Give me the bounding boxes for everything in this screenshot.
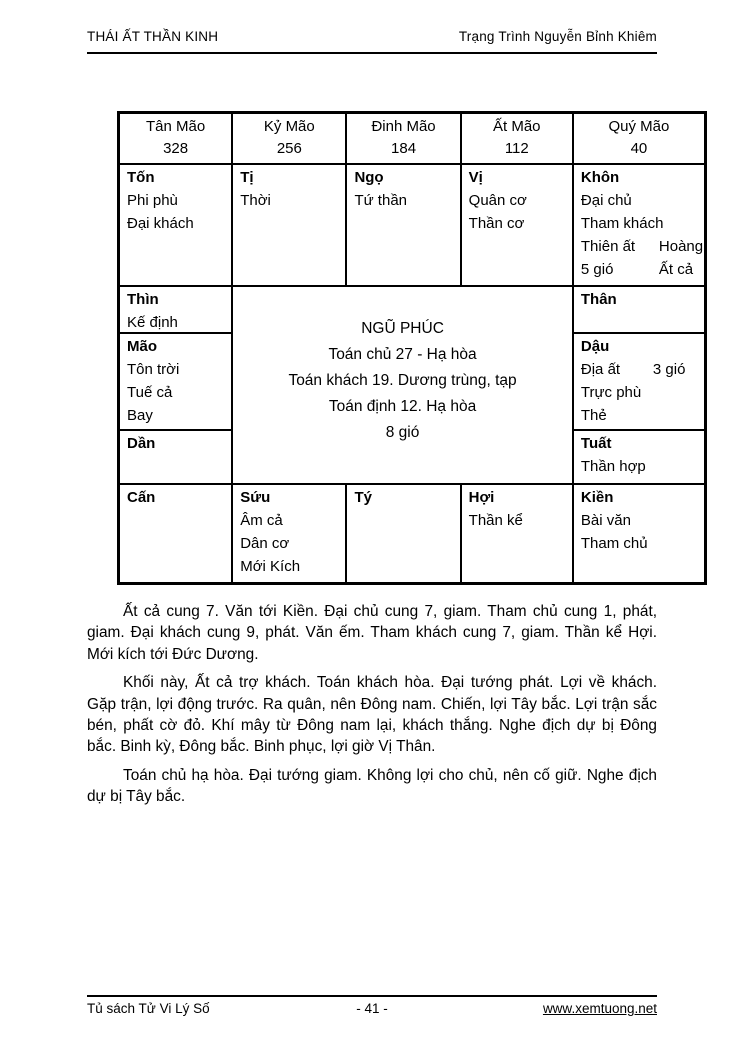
year-number: 40 xyxy=(630,140,648,157)
footer-website-link[interactable]: www.xemtuong.net xyxy=(542,1001,657,1016)
palace-label: Tý xyxy=(354,488,372,506)
palace-label: Cấn xyxy=(127,488,156,506)
palace-label: Tốn xyxy=(127,168,155,186)
year-number: 256 xyxy=(276,140,302,157)
palace-line: Tham khách xyxy=(580,214,664,232)
body-text xyxy=(87,601,657,815)
palace-line: Âm cả xyxy=(240,511,283,529)
palace-cell-ty xyxy=(346,484,460,583)
year-name: Đinh Mão xyxy=(371,118,436,135)
palace-line: Phi phù xyxy=(127,191,178,209)
palace-label: Hợi xyxy=(468,488,495,506)
year-cell xyxy=(346,113,460,164)
page-header xyxy=(87,29,657,54)
year-name: Kỷ Mão xyxy=(263,118,315,135)
palace-line: Thần cơ xyxy=(468,214,525,232)
year-number: 184 xyxy=(391,140,417,157)
palace-line: Đại chủ xyxy=(580,191,632,209)
year-cell xyxy=(461,113,573,164)
palace-cell-ngo xyxy=(346,164,460,286)
footer-series-title: Tủ sách Tử Vi Lý Số xyxy=(87,1001,210,1016)
center-line: Toán khách 19. Dương trùng, tạp xyxy=(288,371,517,389)
paragraph: Khối này, Ất cả trợ khách. Toán khách hòa. Đại tướng phát. Lợi về khách. Gặp trận, lợi động trước. Ra quân, nên Đông nam. Chiến, lợi Tây bắc. Lợi trận sắc bén, phất cờ đỏ. Khí mây từ Đông nam lại, khách thắng. Nghe địch dự bị Đông bắc. Binh kỳ, Đông bắc. Binh phục, lợi giờ Vị Thân. xyxy=(87,674,657,756)
palace-line: Tứ thần xyxy=(354,191,408,209)
palace-cell-kien xyxy=(573,484,705,583)
year-name: Quý Mão xyxy=(608,118,670,135)
palace-label: Khôn xyxy=(580,168,620,186)
palace-cell-thin xyxy=(119,286,232,334)
palace-line: Tôn trời xyxy=(127,361,180,379)
palace-cell-khon xyxy=(573,164,705,286)
palace-line: Thiên ất Hoàng xyxy=(580,237,704,255)
center-title: NGŨ PHÚC xyxy=(361,319,444,337)
palace-line: Tham chủ xyxy=(580,534,648,552)
palace-line: Quân cơ xyxy=(468,191,527,209)
year-cell xyxy=(119,113,232,164)
palace-label: Vị xyxy=(468,168,483,186)
palace-cell-than xyxy=(573,286,705,334)
palace-cell-dan xyxy=(119,430,232,484)
year-number: 328 xyxy=(163,140,189,157)
palace-line: Kế định xyxy=(127,313,178,331)
palace-label: Tuất xyxy=(580,435,612,453)
palace-line: Thần kể xyxy=(468,511,523,529)
palace-line: Thời xyxy=(240,191,271,209)
year-cell xyxy=(573,113,705,164)
palace-line: Trực phù xyxy=(580,384,642,402)
palace-cell-suu xyxy=(232,484,346,583)
author-name: Trạng Trình Nguyễn Bỉnh Khiêm xyxy=(458,29,657,44)
palace-label: Ngọ xyxy=(354,168,384,186)
year-number: 112 xyxy=(504,140,529,157)
center-line: 8 gió xyxy=(385,423,420,441)
palace-label: Thìn xyxy=(127,290,159,308)
palace-line: Bay xyxy=(127,407,153,425)
year-name: Tân Mão xyxy=(146,118,206,135)
palace-label: Mão xyxy=(127,338,157,356)
center-line: Toán chủ 27 - Hạ hòa xyxy=(328,345,477,363)
palace-label: Dần xyxy=(127,435,156,453)
center-line: Toán định 12. Hạ hòa xyxy=(328,397,477,415)
palace-label: Sứu xyxy=(240,488,271,506)
palace-cell-hoi xyxy=(461,484,573,583)
palace-cell-tuat xyxy=(573,430,705,484)
palace-label: Kiền xyxy=(580,488,614,506)
palace-line: Bài văn xyxy=(580,511,631,529)
palace-label: Dậu xyxy=(580,338,610,356)
palace-line: 5 gió Ất cả xyxy=(580,260,694,278)
palace-line: Dân cơ xyxy=(240,534,290,552)
palace-line: Thần hợp xyxy=(580,458,646,476)
center-panel-ngu-phuc xyxy=(232,286,573,484)
palace-cell-dau xyxy=(573,333,705,430)
palace-line: Thẻ xyxy=(580,407,607,425)
paragraph: Ất cả cung 7. Văn tới Kiền. Đại chủ cung 7, giam. Tham chủ cung 1, phát, giam. Đại khách cung 9, phát. Văn ếm. Tham khách cung 7, giam. Thần kể Hợi. Mới kích tới Đức Dương. xyxy=(87,603,657,663)
paragraph: Toán chủ hạ hòa. Đại tướng giam. Không lợi cho chủ, nên cố giữ. Nghe địch dự bị Tây bắc. xyxy=(87,766,657,806)
palace-line: Tuế cả xyxy=(127,384,173,402)
palace-cell-can xyxy=(119,484,232,583)
palace-label: Thân xyxy=(580,290,617,308)
thai-at-chart-table xyxy=(117,111,707,585)
palace-cell-mao xyxy=(119,333,232,430)
palace-cell-vi xyxy=(461,164,573,286)
palace-line: Địa ất 3 gió xyxy=(580,361,686,379)
palace-label: Tị xyxy=(240,168,254,186)
palace-cell-ton xyxy=(119,164,232,286)
year-cell xyxy=(232,113,346,164)
palace-cell-ti xyxy=(232,164,346,286)
page-number: - 41 - xyxy=(356,1001,388,1016)
palace-line: Mới Kích xyxy=(240,557,301,575)
book-title: THÁI ẤT THẦN KINH xyxy=(87,29,219,44)
year-name: Ất Mão xyxy=(493,118,541,135)
page-footer xyxy=(87,995,657,1016)
palace-line: Đại khách xyxy=(127,214,194,232)
